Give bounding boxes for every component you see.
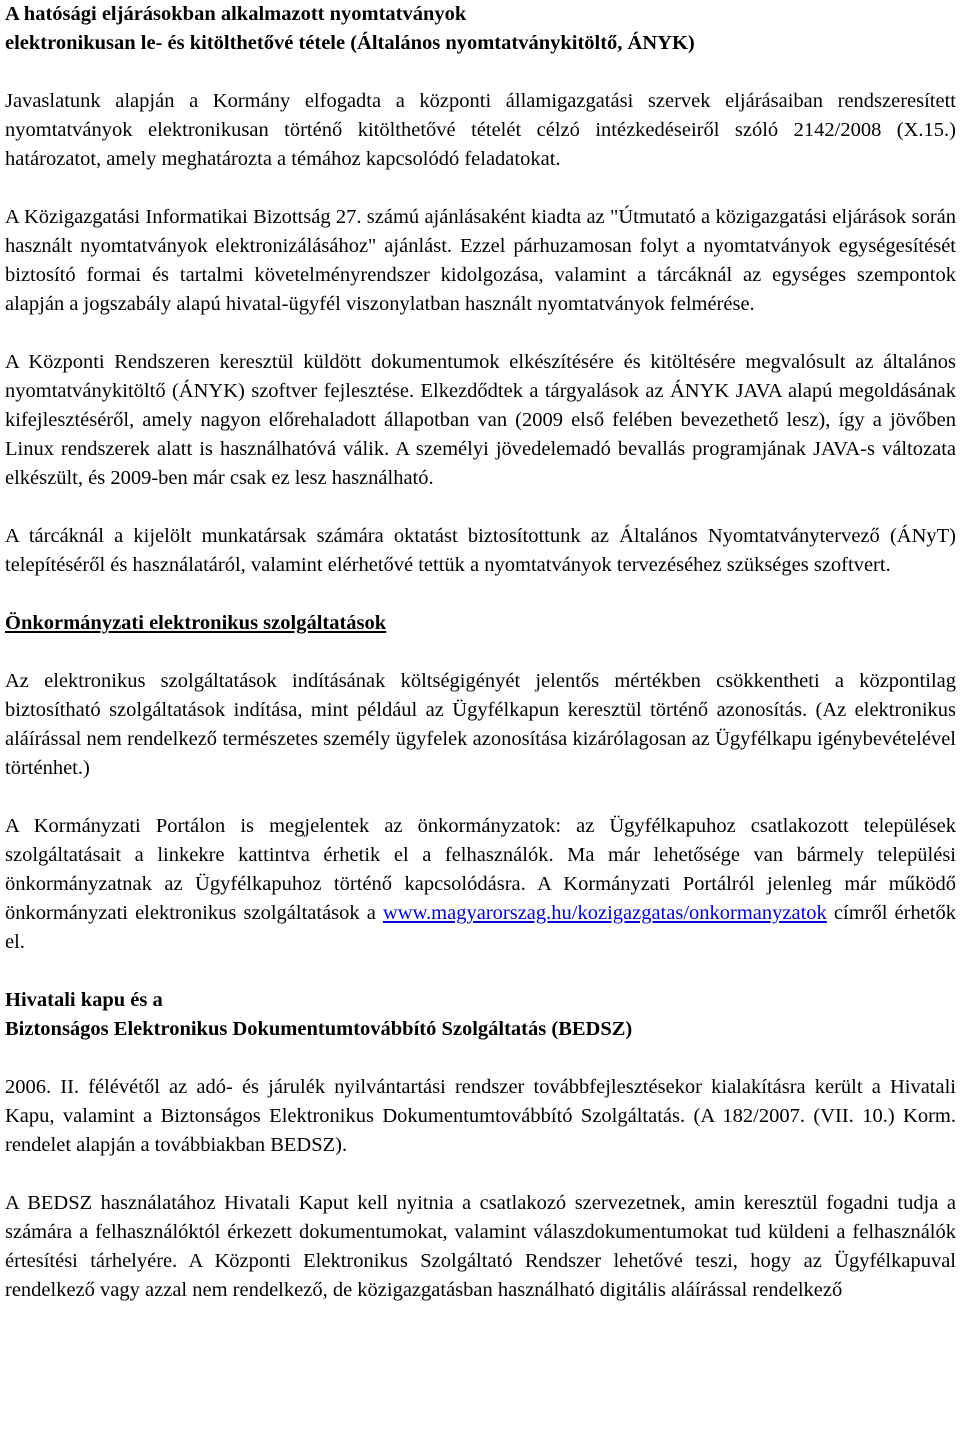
spacer: [5, 319, 956, 348]
spacer: [5, 1044, 956, 1073]
heading-hivatali-kapu-line1: Hivatali kapu és a: [5, 989, 163, 1011]
spacer: [5, 174, 956, 203]
spacer: [5, 580, 956, 609]
paragraph-6-tail: címről érhetők el.: [5, 902, 956, 953]
paragraph-3: A Központi Rendszeren keresztül küldött dokumentumok elkészítésére és kitöltésére megvalósult az általános nyomtatványkitöltő (ÁNYK) szoftver fejlesztése. Elkezdődtek a tárgyalások az ÁNYK JAVA alapú megoldásának kifejlesztéséről, amely nagyon előrehaladott állapotban van (2009 első felében bevezethető lesz), így a jövőben Linux rendszerek alatt is használhatóvá válik. A személyi jövedelemadó bevallás programjának JAVA-s változata elkészült, és 2009-ben már csak ez lesz használható.: [5, 351, 956, 489]
paragraph-4: A tárcáknál a kijelölt munkatársak számára oktatást biztosítottunk az Általános Nyomtatványtervező (ÁNyT) telepítéséről és használatáról, valamint elérhetővé tettük a nyomtatványok tervezéséhez szükséges szoftvert.: [5, 525, 956, 576]
paragraph-5: Az elektronikus szolgáltatások indításának költségigényét jelentős mértékben csökkentheti a központilag biztosítható szolgáltatások indítása, mint például az Ügyfélkapun keresztül történő azonosítás. (Az elektronikus aláírással nem rendelkező természetes személy ügyfelek azonosítása kizárólagosan az Ügyfélkapu igénybevételével történhet.): [5, 670, 956, 779]
onkormanyzatok-link[interactable]: www.magyarorszag.hu/kozigazgatas/onkormanyzatok: [382, 902, 827, 924]
paragraph-1: Javaslatunk alapján a Kormány elfogadta a központi államigazgatási szervek eljárásaiban rendszeresített nyomtatványok elektronikusan történő kitölthetővé tételét célzó intézkedéseiről szóló 2142/2008 (X.15.) határozatot, amely meghatározta a témához kapcsolódó feladatokat.: [5, 90, 956, 170]
heading-hivatali-kapu-line2: Biztonságos Elektronikus Dokumentumtovábbító Szolgáltatás (BEDSZ): [5, 1018, 633, 1040]
paragraph-8: A BEDSZ használatához Hivatali Kaput kell nyitnia a csatlakozó szervezetnek, amin keresztül fogadni tudja a számára a felhasználóktól érkezett dokumentumokat, valamint válaszdokumentumokat tud küldeni a felhasználók értesítési tárhelyére. A Központi Elektronikus Szolgáltató Rendszer lehetővé teszi, hogy az Ügyfélkapuval rendelkező vagy azzal nem rendelkező, de közigazgatásban használható digitális aláírással rendelkező: [5, 1192, 956, 1301]
spacer: [5, 957, 956, 986]
spacer: [5, 638, 956, 667]
paragraph-6-text: A Kormányzati Portálon is megjelentek az önkormányzatok: az Ügyfélkapuhoz csatlakozott települések szolgáltatásait a linkekre kattintva érhetik el a felhasználók. Ma már lehetősége van bármely települési önkormányzatnak az Ügyfélkapuhoz történő kapcsolódásra. A Kormányzati Portálról jelenleg már működő önkormányzati elektronikus szolgáltatások a: [5, 815, 956, 924]
paragraph-7: 2006. II. félévétől az adó- és járulék nyilvántartási rendszer továbbfejlesztésekor kialakításra került a Hivatali Kapu, valamint a Biztonságos Elektronikus Dokumentumtovábbító Szolgáltatás. (A 182/2007. (VII. 10.) Korm. rendelet alapján a továbbiakban BEDSZ).: [5, 1076, 956, 1156]
spacer: [5, 493, 956, 522]
section-title-line1: A hatósági eljárásokban alkalmazott nyomtatványok: [5, 3, 467, 25]
heading-onkormanyzati: Önkormányzati elektronikus szolgáltatások: [5, 612, 387, 634]
paragraph-2: A Közigazgatási Informatikai Bizottság 27. számú ajánlásaként kiadta az "Útmutató a közigazgatási eljárások során használt nyomtatványok elektronizálásához" ajánlást. Ezzel párhuzamosan folyt a nyomtatványok egységesítését biztosító formai és tartalmi követelményrendszer kidolgozása, valamint a tárcáknál az egységes szempontok alapján a jogszabály alapú hivatal-ügyfél viszonylatban használt nyomtatványok felmérése.: [5, 206, 956, 315]
paragraph-6: [5, 812, 956, 957]
spacer: [5, 783, 956, 812]
section-title-line2: elektronikusan le- és kitölthetővé tétele (Általános nyomtatványkitöltő, ÁNYK): [5, 32, 695, 54]
spacer: [5, 1160, 956, 1189]
spacer: [5, 58, 956, 87]
